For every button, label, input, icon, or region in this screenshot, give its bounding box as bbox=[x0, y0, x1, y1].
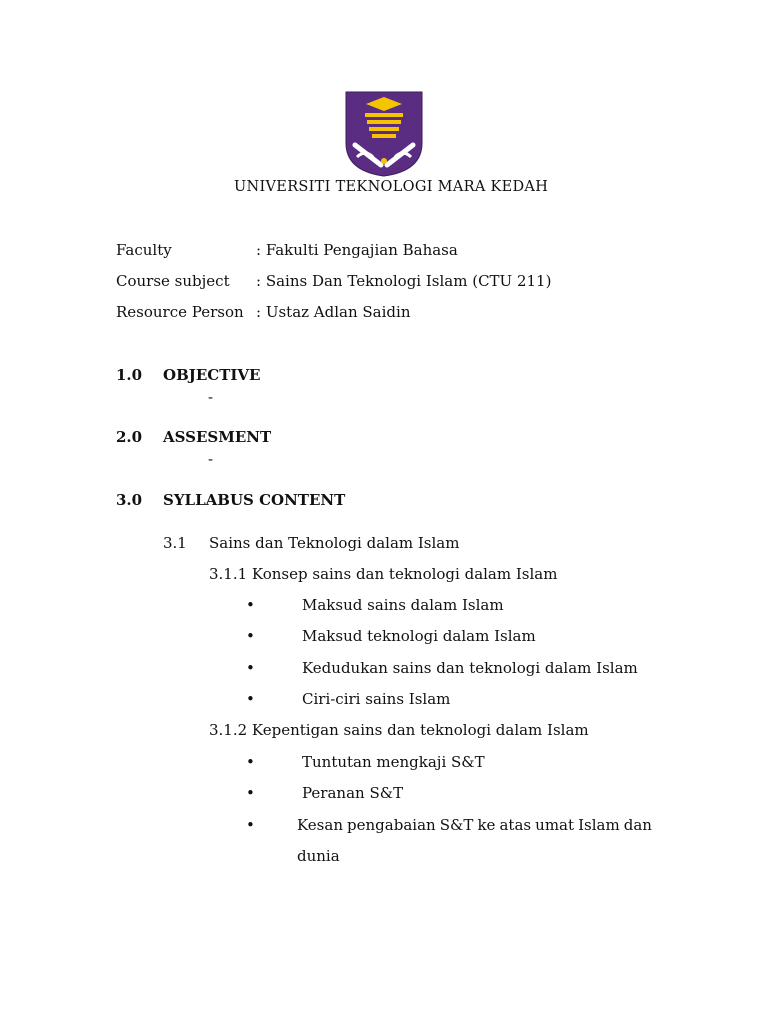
section-number-syllabus: 3.0 bbox=[116, 491, 143, 509]
section-title-assesment: ASSESMENT bbox=[163, 428, 272, 446]
bullet-item: Kedudukan sains dan teknologi dalam Islam bbox=[302, 659, 638, 677]
course-subject-value: : Sains Dan Teknologi Islam (CTU 211) bbox=[256, 272, 552, 290]
faculty-label: Faculty bbox=[116, 241, 172, 259]
section-number-assesment: 2.0 bbox=[116, 428, 143, 446]
bullet-icon: • bbox=[246, 753, 255, 771]
course-subject-label: Course subject bbox=[116, 272, 230, 290]
section-number-objective: 1.0 bbox=[116, 366, 143, 384]
word: S&T bbox=[439, 816, 474, 834]
bullet-icon: • bbox=[246, 596, 255, 614]
bullet-item-justified bbox=[297, 815, 652, 835]
university-title: UNIVERSITI TEKNOLOGI MARA KEDAH bbox=[234, 179, 549, 195]
word: dan bbox=[623, 816, 652, 834]
resource-person-value: : Ustaz Adlan Saidin bbox=[256, 303, 411, 321]
bullet-icon: • bbox=[246, 690, 255, 708]
bullet-item-continuation: dunia bbox=[297, 847, 340, 865]
section-title-objective: OBJECTIVE bbox=[163, 366, 261, 384]
bullet-item: Tuntutan mengkaji S&T bbox=[302, 753, 485, 771]
bullet-icon: • bbox=[246, 659, 255, 677]
topic-title-konsep: 3.1.1 Konsep sains dan teknologi dalam Islam bbox=[209, 565, 558, 583]
section-title-syllabus: SYLLABUS CONTENT bbox=[163, 491, 346, 509]
bullet-icon: • bbox=[246, 627, 255, 645]
topic-title-kepentigan: 3.1.2 Kepentigan sains dan teknologi dalam Islam bbox=[209, 721, 589, 739]
resource-person-label: Resource Person bbox=[116, 303, 244, 321]
word: umat bbox=[535, 816, 575, 834]
bullet-item: Peranan S&T bbox=[302, 784, 404, 802]
word: pengabaian bbox=[347, 816, 436, 834]
university-logo bbox=[345, 91, 423, 177]
bullet-item: Maksud teknologi dalam Islam bbox=[302, 627, 536, 645]
subsection-number: 3.1 bbox=[163, 534, 187, 552]
bullet-icon: • bbox=[246, 816, 255, 834]
word: Kesan bbox=[297, 816, 343, 834]
faculty-value: : Fakulti Pengajian Bahasa bbox=[256, 241, 458, 259]
word: ke bbox=[477, 816, 496, 834]
assesment-dash: - bbox=[208, 450, 214, 468]
word: Islam bbox=[578, 816, 620, 834]
word: atas bbox=[499, 816, 532, 834]
subsection-title: Sains dan Teknologi dalam Islam bbox=[209, 534, 460, 552]
bullet-item: Maksud sains dalam Islam bbox=[302, 596, 504, 614]
bullet-icon: • bbox=[246, 784, 255, 802]
objective-dash: - bbox=[208, 388, 214, 406]
bullet-item: Ciri-ciri sains Islam bbox=[302, 690, 451, 708]
